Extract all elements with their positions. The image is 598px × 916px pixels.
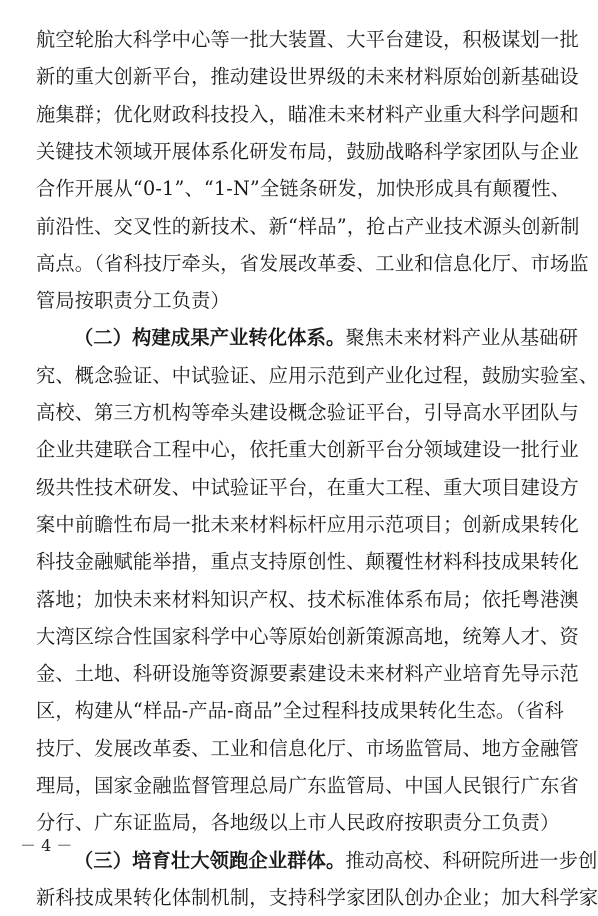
text-line: 新科技成果转化体制机制，支持科学家团队创办企业；加大科学家 [36,886,598,909]
text-line: 落地；加快未来材料知识产权、技术标准体系布局；依托粤港澳 [36,588,579,611]
text-line: 高校、第三方机构等牵头建设概念验证平台，引导高水平团队与 [36,401,579,424]
text-line: 管局按职责分工负责） [36,289,230,312]
text-line: 分行、广东证监局，各地级以上市人民政府按职责分工负责） [36,811,560,834]
text-line: 关键技术领域开展体系化研发布局，鼓励战略科学家团队与企业 [36,140,579,163]
section-3-first-line-text: 推动高校、科研院所进一步创 [345,849,598,872]
text-line: 金、土地、科研设施等资源要素建设未来材料产业培育先导示范 [36,662,579,685]
text-line: 合作开展从“0-1”、“1-N”全链条研发，加快形成具有颠覆性、 [36,177,571,200]
text-line: 新的重大创新平台，推动建设世界级的未来材料原始创新基础设 [36,65,579,88]
text-line: 级共性技术研发、中试验证平台，在重大工程、重大项目建设方 [36,476,579,499]
text-line: 区，构建从“样品-产品-商品”全过程科技成果转化生态。（省科 [36,699,564,722]
text-line: 究、概念验证、中试验证、应用示范到产业化过程，鼓励实验室、 [36,364,598,387]
section-3-first-line [74,842,598,879]
text-line: 案中前瞻性布局一批未来材料标杆应用示范项目；创新成果转化 [36,513,579,536]
page-number: － 4 － [20,836,73,855]
text-line: 技厅、发展改革委、工业和信息化厅、市场监管局、地方金融管 [36,737,579,760]
section-2-first-line-text: 聚焦未来材料产业从基础研 [345,326,579,349]
text-line: 科技金融赋能举措，重点支持原创性、颠覆性材料科技成果转化 [36,550,579,573]
text-line: 航空轮胎大科学中心等一批大装置、大平台建设，积极谋划一批 [36,28,579,51]
text-line: 理局，国家金融监督管理总局广东监管局、中国人民银行广东省 [36,774,579,797]
text-line: 高点。（省科技厅牵头，省发展改革委、工业和信息化厅、市场监 [36,252,589,275]
section-2-heading: （二）构建成果产业转化体系。 [74,326,346,349]
text-line: 前沿性、交叉性的新技术、新“样品”，抢占产业技术源头创新制 [36,215,580,238]
section-3-heading: （三）培育壮大领跑企业群体。 [74,849,346,872]
text-line: 大湾区综合性国家科学中心等原始创新策源高地，统筹人才、资 [36,625,579,648]
text-line: 企业共建联合工程中心，依托重大创新平台分领域建设一批行业 [36,438,579,461]
text-line: 施集群；优化财政科技投入，瞄准未来材料产业重大科学问题和 [36,103,579,126]
